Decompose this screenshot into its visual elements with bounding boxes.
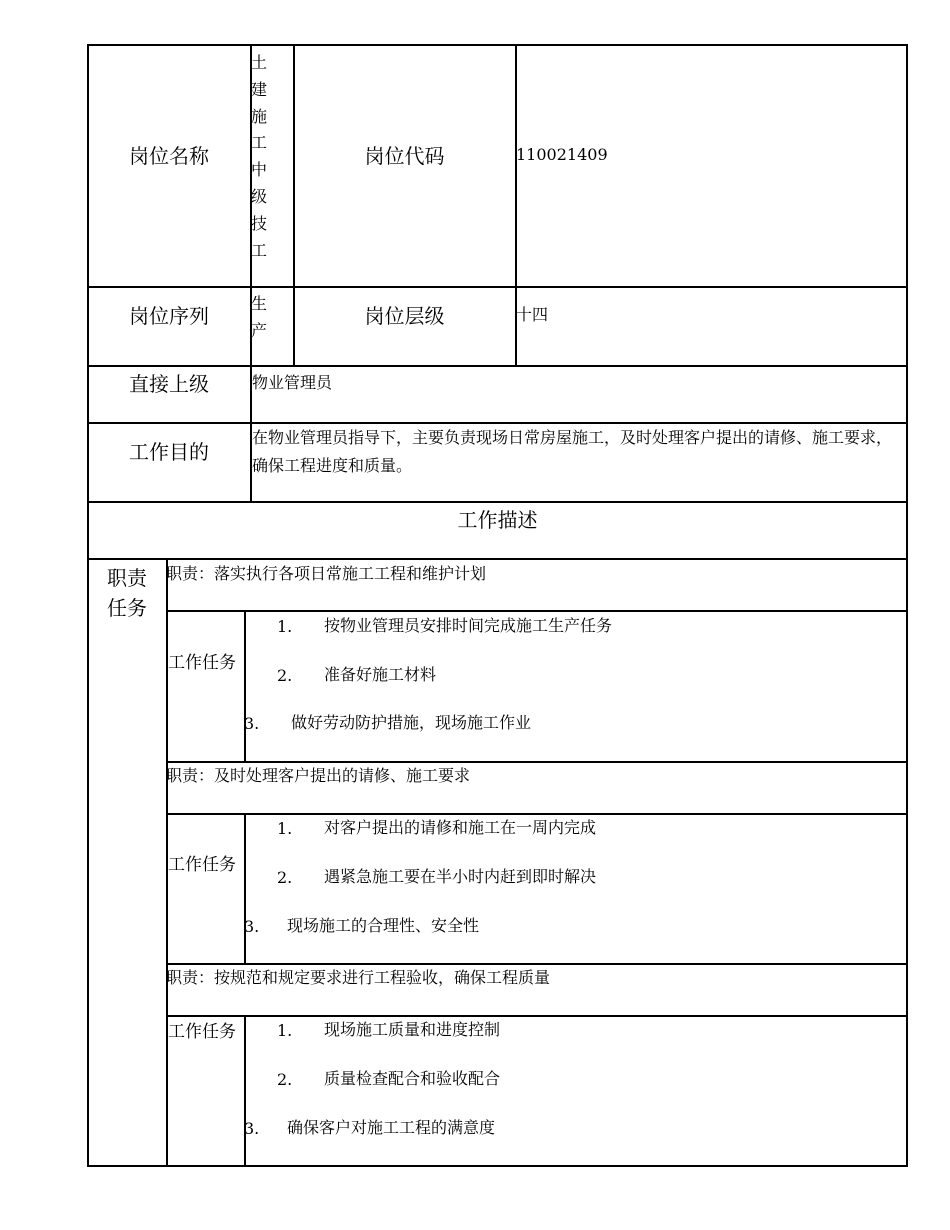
position-name-value: 土建施工中级技工 (251, 53, 268, 260)
task-text: 质量检查配合和验收配合 (324, 1069, 501, 1088)
col-divider (244, 1015, 246, 1166)
task-text: 准备好施工材料 (324, 665, 437, 684)
row-divider (166, 1015, 907, 1017)
duty-tasks-label: 职责任务 (107, 566, 147, 620)
row-divider (88, 286, 907, 288)
work-purpose-value: 在物业管理员指导下，主要负责现场日常房屋施工，及时处理客户提出的请修、施工要求，确保工程进度和质量。 (252, 428, 893, 475)
task-text: 现场施工的合理性、安全性 (287, 916, 480, 935)
task-text: 做好劳动防护措施，现场施工作业 (291, 713, 532, 732)
work-purpose-label: 工作目的 (129, 440, 209, 464)
row-divider (88, 365, 907, 367)
position-series-value: 生产 (251, 294, 268, 340)
table-border-bottom (88, 1165, 907, 1167)
direct-superior-value: 物业管理员 (252, 373, 333, 392)
position-level-label: 岗位层级 (364, 304, 445, 328)
position-level-value: 十四 (516, 305, 549, 324)
task-number: 2. (277, 868, 293, 887)
task-text: 按物业管理员安排时间完成施工生产任务 (324, 616, 613, 635)
row-divider (166, 963, 907, 965)
table-border-right (906, 44, 908, 1167)
task-label: 工作任务 (168, 855, 236, 875)
table-border-left (87, 44, 89, 1167)
table-border-top (88, 44, 907, 46)
row-divider (88, 558, 907, 560)
col-divider (244, 813, 246, 964)
position-code-value: 110021409 (516, 145, 608, 164)
task-text: 确保客户对施工工程的满意度 (287, 1118, 496, 1137)
row-divider (166, 610, 907, 612)
task-number: 2. (277, 1070, 293, 1089)
task-number: 1. (277, 819, 293, 838)
task-text: 现场施工质量和进度控制 (324, 1020, 501, 1039)
work-description-title: 工作描述 (457, 508, 538, 532)
row-divider (166, 761, 907, 763)
task-label: 工作任务 (168, 653, 236, 673)
position-name-label: 岗位名称 (129, 144, 209, 168)
duty-title: 职责：落实执行各项日常施工工程和维护计划 (166, 564, 487, 583)
direct-superior-label: 直接上级 (129, 372, 209, 396)
duty-title: 职责：按规范和规定要求进行工程验收，确保工程质量 (166, 968, 551, 987)
task-number: 3. (244, 917, 260, 936)
task-number: 3. (244, 1119, 260, 1138)
task-number: 3. (244, 714, 260, 733)
position-code-label: 岗位代码 (364, 144, 445, 168)
task-number: 1. (277, 1021, 293, 1040)
task-text: 遇紧急施工要在半小时内赶到即时解决 (324, 867, 597, 886)
duty-title: 职责：及时处理客户提出的请修、施工要求 (166, 766, 471, 785)
col-divider (244, 610, 246, 762)
task-label: 工作任务 (168, 1022, 236, 1042)
task-text: 对客户提出的请修和施工在一周内完成 (324, 818, 597, 837)
row-divider (166, 813, 907, 815)
task-number: 1. (277, 617, 293, 636)
position-series-label: 岗位序列 (129, 304, 209, 328)
task-number: 2. (277, 666, 293, 685)
row-divider (88, 501, 907, 503)
